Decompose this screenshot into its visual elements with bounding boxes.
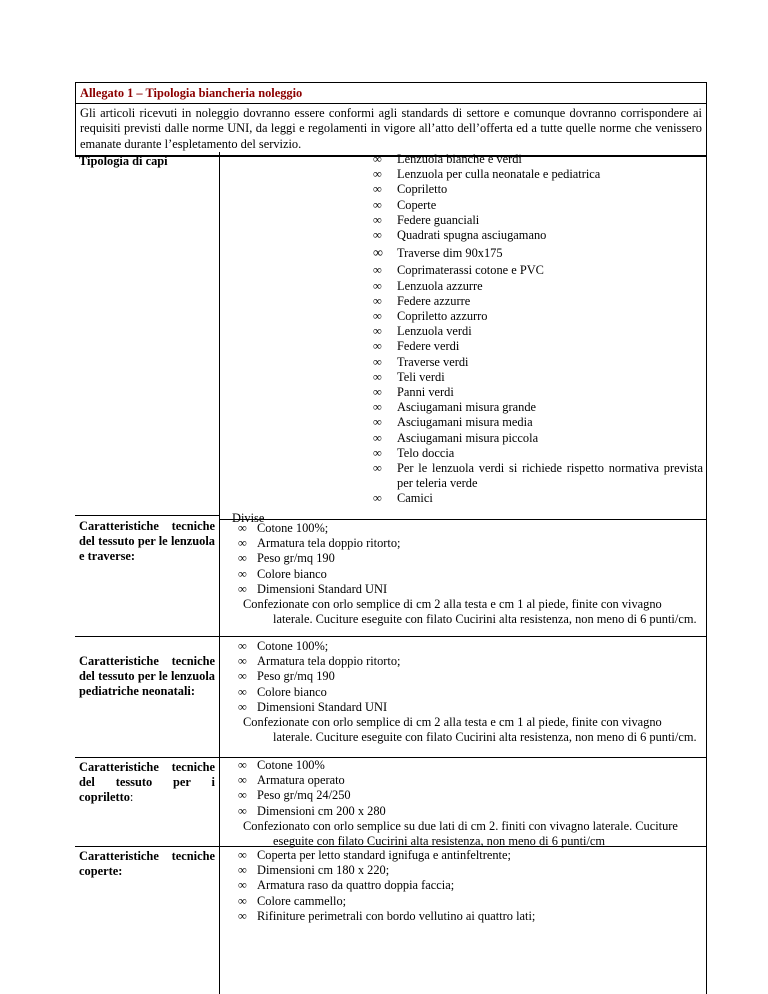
list-item <box>225 685 703 700</box>
list-item <box>225 669 703 684</box>
intro-text: Gli articoli ricevuti in noleggio dovranno essere conformi agli standards di settore e comunque dovranno corrispondere ai requisiti previsti dalle norme UNI, da leggi e regolamenti in vigore all’atto dell’offerta ed a tutte quelle norme che venissero emanate durante l’espletamento del servizio. <box>80 106 702 151</box>
list-item <box>373 246 703 261</box>
column-divider <box>219 152 220 994</box>
list-item-text: Telo doccia <box>397 445 455 460</box>
row-divider <box>75 515 220 516</box>
infinity-bullet-icon: ∞ <box>238 566 247 581</box>
list-item <box>373 279 703 294</box>
list-item-text: Lenzuola verdi <box>397 324 472 339</box>
right-border <box>706 152 707 994</box>
document-title: Allegato 1 – Tipologia biancheria noleggio <box>80 86 303 100</box>
infinity-bullet-icon: ∞ <box>238 788 247 803</box>
coperte-block <box>225 848 703 924</box>
infinity-bullet-icon: ∞ <box>238 654 247 669</box>
list-item <box>225 567 703 582</box>
infinity-bullet-icon: ∞ <box>238 848 247 862</box>
list-item-text: Traverse dim 90x175 <box>397 246 503 261</box>
list-item-text: Per le lenzuola verdi si richiede rispetto normativa prevista per teleria verde <box>397 461 703 491</box>
note-line: Confezionate con orlo semplice di cm 2 alla testa e cm 1 al piede, finite con vivagno <box>243 715 662 730</box>
list-item-text: Coperta per letto standard ignifuga e antinfeltrente; <box>257 848 511 862</box>
list-item-text: Copriletto <box>397 182 448 197</box>
list-item-text: Dimensioni Standard UNI <box>257 699 388 714</box>
note-line: laterale. Cuciture eseguite con filato Cucirini alta resistenza, non meno di 6 punti/cm. <box>273 730 697 745</box>
infinity-bullet-icon: ∞ <box>373 385 382 400</box>
list-item-text: Armatura raso da quattro doppia faccia; <box>257 878 455 893</box>
list-item-text: Cotone 100% <box>257 758 325 772</box>
intro-row <box>76 104 706 156</box>
infinity-bullet-icon: ∞ <box>373 212 382 227</box>
note-line: Confezionato con orlo semplice su due lati di cm 2. finiti con vivagno laterale. Cuciture <box>243 818 678 833</box>
infinity-bullet-icon: ∞ <box>373 228 382 243</box>
list-item <box>373 431 703 446</box>
infinity-bullet-icon: ∞ <box>373 167 382 182</box>
list-item-text: Camici <box>397 491 433 506</box>
list-item <box>373 461 703 491</box>
note-line: Confezionate con orlo semplice di cm 2 alla testa e cm 1 al piede, finite con vivagno <box>243 597 662 612</box>
list-item-text: Peso gr/mq 190 <box>257 669 335 684</box>
label-copriletto <box>79 760 215 806</box>
infinity-bullet-icon: ∞ <box>373 400 382 415</box>
infinity-bullet-icon: ∞ <box>373 339 382 354</box>
list-item <box>373 355 703 370</box>
infinity-bullet-icon: ∞ <box>373 152 382 166</box>
finishing-note <box>225 597 703 627</box>
list-item <box>373 294 703 309</box>
infinity-bullet-icon: ∞ <box>373 278 382 293</box>
list-item-text: Dimensioni cm 180 x 220; <box>257 863 390 878</box>
list-item <box>373 385 703 400</box>
infinity-bullet-icon: ∞ <box>373 369 382 384</box>
list-item-text: Asciugamani misura piccola <box>397 430 539 445</box>
title-row <box>76 83 706 104</box>
infinity-bullet-icon: ∞ <box>238 699 247 714</box>
infinity-bullet-icon: ∞ <box>238 803 247 818</box>
pediatriche-block <box>225 639 703 745</box>
list-item-text: Lenzuola azzurre <box>397 278 483 293</box>
list-item-text: Asciugamani misura grande <box>397 400 537 415</box>
list-item <box>373 446 703 461</box>
label-copriletto-text: Caratteristiche tecniche del tessuto per i copriletto <box>79 760 215 805</box>
copriletto-block <box>225 758 703 849</box>
list-item <box>225 551 703 566</box>
infinity-bullet-icon: ∞ <box>373 461 382 476</box>
infinity-bullet-icon: ∞ <box>238 863 247 878</box>
list-item-text: Copriletto azzurro <box>397 309 488 324</box>
list-item-text: Cotone 100%; <box>257 521 329 535</box>
infinity-bullet-icon: ∞ <box>373 354 382 369</box>
infinity-bullet-icon: ∞ <box>238 551 247 566</box>
list-item <box>373 370 703 385</box>
infinity-bullet-icon: ∞ <box>373 263 382 278</box>
infinity-bullet-icon: ∞ <box>238 521 247 535</box>
list-item-text: Lenzuola bianche e verdi <box>397 152 522 166</box>
row-divider <box>75 636 707 637</box>
list-item <box>225 536 703 551</box>
note-line: laterale. Cuciture eseguite con filato Cucirini alta resistenza, non meno di 6 punti/cm. <box>273 612 697 627</box>
table <box>75 82 707 157</box>
list-item <box>225 773 703 788</box>
list-item-text: Federe verdi <box>397 339 460 354</box>
list-item-text: Quadrati spugna asciugamano <box>397 228 547 243</box>
label-copriletto-colon: : <box>129 790 134 805</box>
list-item <box>225 894 703 909</box>
infinity-bullet-icon: ∞ <box>373 415 382 430</box>
list-item <box>225 909 703 924</box>
infinity-bullet-icon: ∞ <box>238 893 247 908</box>
label-coperte: Caratteristiche tecniche coperte: <box>79 849 215 879</box>
infinity-bullet-icon: ∞ <box>238 669 247 684</box>
list-item-text: Lenzuola per culla neonatale e pediatrica <box>397 167 601 182</box>
list-item <box>225 804 703 819</box>
list-item-text: Armatura operato <box>257 773 345 788</box>
tipologia-list <box>373 152 703 507</box>
list-item-text: Peso gr/mq 24/250 <box>257 788 351 803</box>
infinity-bullet-icon: ∞ <box>373 324 382 339</box>
infinity-bullet-icon: ∞ <box>373 309 382 324</box>
list-item-text: Colore bianco <box>257 684 327 699</box>
list-item-text: Armatura tela doppio ritorto; <box>257 654 401 669</box>
infinity-bullet-icon: ∞ <box>238 773 247 788</box>
list-item-text: Federe guanciali <box>397 212 480 227</box>
list-item-text: Colore bianco <box>257 566 327 581</box>
list-item <box>373 339 703 354</box>
list-item-text: Armatura tela doppio ritorto; <box>257 536 401 551</box>
list-item <box>225 788 703 803</box>
infinity-bullet-icon: ∞ <box>238 581 247 596</box>
divise-text: Divise <box>232 511 265 525</box>
list-item <box>373 198 703 213</box>
list-item <box>373 152 703 167</box>
list-item-text: Coprimaterassi cotone e PVC <box>397 263 544 278</box>
infinity-bullet-icon: ∞ <box>373 491 382 506</box>
list-item <box>225 863 703 878</box>
list-item-text: Asciugamani misura media <box>397 415 533 430</box>
infinity-bullet-icon: ∞ <box>373 445 382 460</box>
infinity-bullet-icon: ∞ <box>238 878 247 893</box>
infinity-bullet-icon: ∞ <box>238 758 247 772</box>
list-item-text: Panni verdi <box>397 385 454 400</box>
list-item-text: Coperte <box>397 197 437 212</box>
infinity-bullet-icon: ∞ <box>238 536 247 551</box>
infinity-bullet-icon: ∞ <box>238 908 247 923</box>
list-item-text: Cotone 100%; <box>257 639 329 653</box>
list-item <box>225 639 703 654</box>
list-item <box>373 213 703 228</box>
label-pediatriche: Caratteristiche tecniche del tessuto per le lenzuola pediatriche neonatali: <box>79 654 215 699</box>
row-divider <box>219 519 707 520</box>
infinity-bullet-icon: ∞ <box>238 684 247 699</box>
list-item-text: Rifiniture perimetrali con bordo vellutino ai quattro lati; <box>257 908 536 923</box>
list-item <box>373 309 703 324</box>
infinity-bullet-icon: ∞ <box>373 430 382 445</box>
list-item-text: Traverse verdi <box>397 354 469 369</box>
list-item-text: Peso gr/mq 190 <box>257 551 335 566</box>
list-item <box>373 182 703 197</box>
list-item <box>225 654 703 669</box>
list-item-text: Colore cammello; <box>257 893 347 908</box>
list-item <box>225 700 703 715</box>
list-item-text: Federe azzurre <box>397 293 471 308</box>
list-item <box>225 582 703 597</box>
list-item-text: Dimensioni Standard UNI <box>257 581 388 596</box>
list-item <box>373 228 703 243</box>
list-item <box>373 324 703 339</box>
list-item-text: Dimensioni cm 200 x 280 <box>257 803 386 818</box>
label-lenzuola: Caratteristiche tecniche del tessuto per le lenzuola e traverse: <box>79 519 215 564</box>
list-item <box>373 415 703 430</box>
list-item <box>373 491 703 506</box>
infinity-bullet-icon: ∞ <box>373 293 382 308</box>
infinity-bullet-icon: ∞ <box>373 246 383 262</box>
list-item <box>225 878 703 893</box>
label-tipologia: Tipologia di capi <box>79 154 168 168</box>
finishing-note <box>225 819 703 849</box>
list-item <box>225 521 703 536</box>
lenzuola-block <box>225 521 703 627</box>
list-item-text: Teli verdi <box>397 369 445 384</box>
list-item <box>373 167 703 182</box>
note-line: eseguite con filato Cucirini alta resistenza, non meno di 6 punti/cm <box>273 834 606 849</box>
finishing-note <box>225 715 703 745</box>
list-item <box>225 848 703 863</box>
list-item <box>373 400 703 415</box>
infinity-bullet-icon: ∞ <box>238 639 247 653</box>
list-item <box>225 758 703 773</box>
list-item <box>373 263 703 278</box>
infinity-bullet-icon: ∞ <box>373 197 382 212</box>
infinity-bullet-icon: ∞ <box>373 182 382 197</box>
